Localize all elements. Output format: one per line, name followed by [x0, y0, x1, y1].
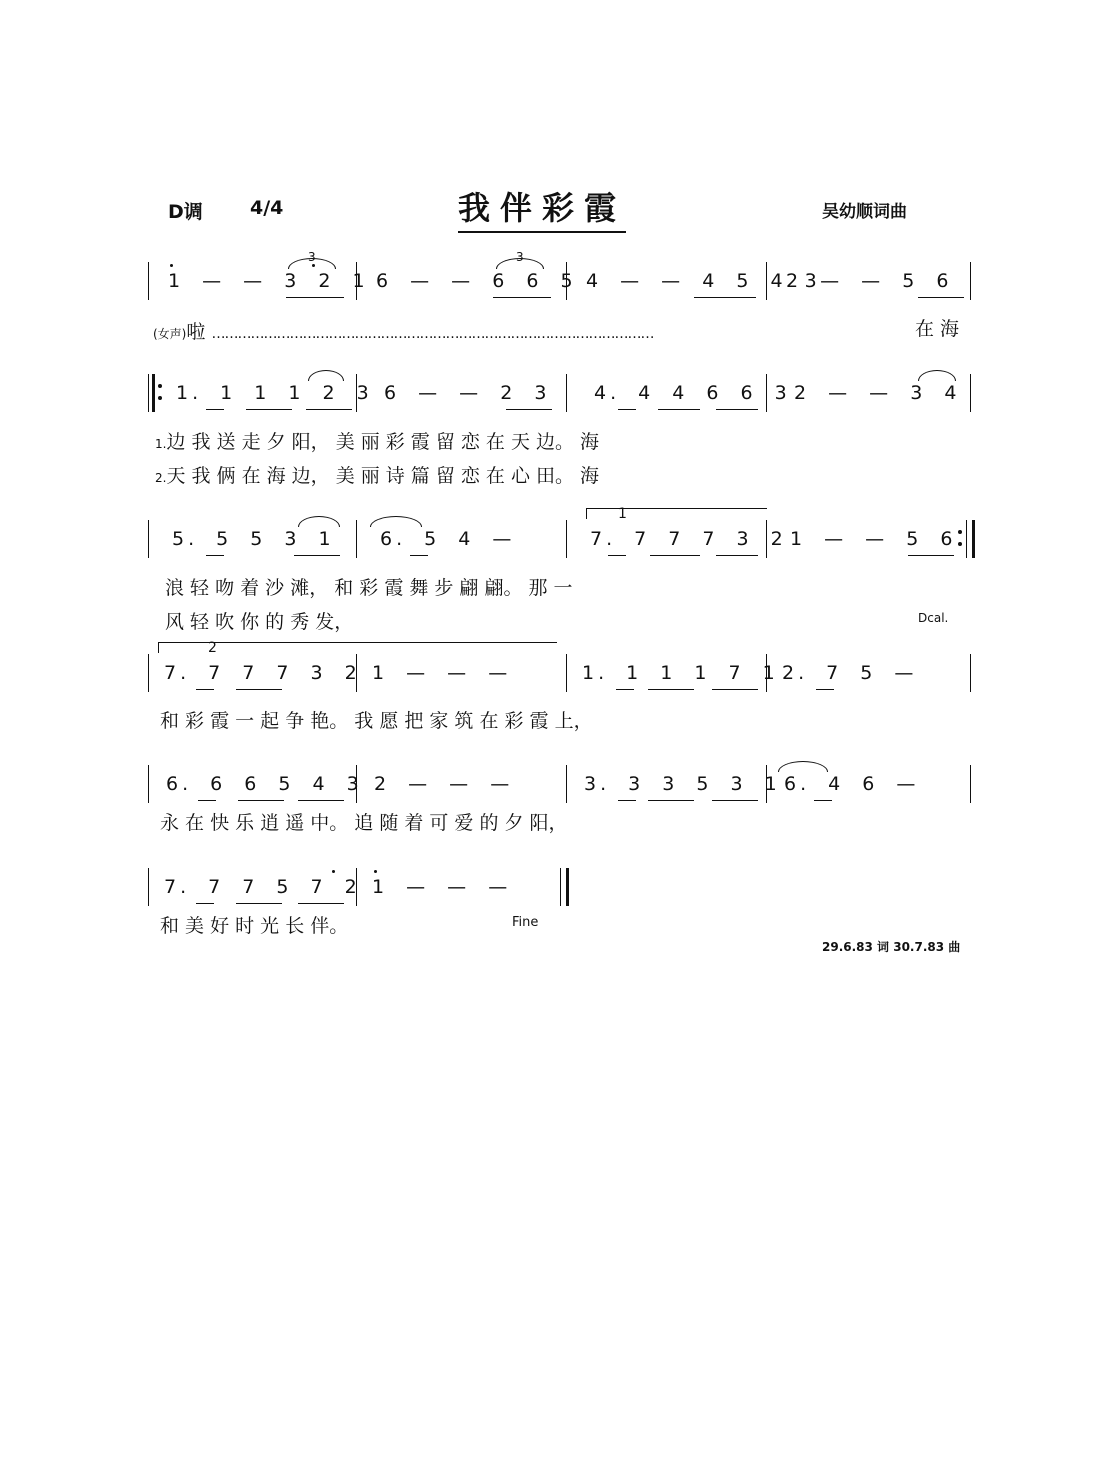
measure-notes: 7. 7 7 5 7 2	[164, 876, 361, 898]
verse-e-lyric-1: 和 美 好 时 光 长 伴。	[160, 915, 349, 937]
fine-marker: Fine	[512, 915, 539, 930]
verse-a-staff	[148, 374, 978, 414]
time-signature: 4/4	[250, 197, 284, 219]
measure-notes: 7. 7 7 7 3 2	[590, 528, 787, 550]
measure-notes: 4. 4 4 6 6 3	[594, 382, 791, 404]
verse-a-lyric-1: 1.边 我 送 走 夕 阳， 美 丽 彩 霞 留 恋 在 天 边。 海	[155, 431, 600, 453]
verse-b-staff	[148, 506, 978, 560]
verse-a-lyric-2: 2.天 我 俩 在 海 边， 美 丽 诗 篇 留 恋 在 心 田。 海	[155, 465, 600, 487]
intro-lyric	[153, 317, 653, 344]
key-signature: D调	[168, 201, 203, 223]
verse-d-lyric-1: 永 在 快 乐 逍 遥 中。 追 随 着 可 爱 的 夕 阳，	[160, 812, 568, 834]
verse-c-lyric-1: 和 彩 霞 一 起 争 艳。 我 愿 把 家 筑 在 彩 霞 上，	[160, 710, 593, 732]
dotted-leader: …………………………………………………………………………………………	[211, 326, 654, 342]
measure-notes: 6. 4 6 —	[784, 773, 920, 795]
voice-label: (女声)	[153, 327, 187, 341]
verse-e-staff	[148, 868, 578, 908]
song-title: 我伴彩霞	[458, 183, 626, 233]
verse-b-lyric-2: 风 轻 吹 你 的 秀 发，	[165, 611, 354, 633]
measure-notes: 2 — — 3 4	[794, 382, 961, 404]
intro-staff: 3 3 1 — — 3 2 1 6 — — 6 6 5 4 — — 4 5 4 3 2 — — 5 6	[148, 262, 978, 302]
measure-notes: 2 — — —	[374, 773, 514, 795]
measure-notes: 1. 1 1 1 2 3	[176, 382, 373, 404]
measure-notes: 6 — — 6 6 5	[376, 270, 577, 292]
verse-b-lyric-1: 浪 轻 吻 着 沙 滩， 和 彩 霞 舞 步 翩 翩。 那 一	[165, 577, 573, 599]
measure-notes: 5. 5 5 3 1	[172, 528, 335, 550]
measure-notes: 1. 1 1 1 7 1	[582, 662, 779, 684]
composition-date: 29.6.83 词 30.7.83 曲	[822, 940, 961, 954]
measure-notes: 2. 7 5 —	[782, 662, 918, 684]
intro-end-lyric: 在 海	[915, 318, 960, 340]
measure-notes: 7. 7 7 7 3 2	[164, 662, 361, 684]
dal-capo-marker: Dcal.	[918, 611, 949, 625]
measure-notes: 4 — — 4 5 4 3	[586, 270, 821, 292]
composer-credit: 吴幼顺词曲	[822, 202, 907, 222]
volta-2: 2	[208, 640, 217, 656]
measure-notes: 6 — — 2 3	[384, 382, 551, 404]
measure-notes: 2 — — 5 6	[786, 270, 953, 292]
volta-1: 1	[618, 506, 627, 522]
measure-notes: 1 — — —	[372, 662, 512, 684]
measure-notes: 6. 6 6 5 4 3	[166, 773, 363, 795]
measure-notes: 1 — — —	[372, 876, 512, 898]
measure-notes: 1 — — 3 2 1	[168, 270, 369, 292]
measure-notes: 3. 3 3 5 3 1	[584, 773, 781, 795]
verse-d-staff	[148, 765, 978, 805]
la-syllable: 啦	[186, 321, 206, 343]
measure-notes: 6. 5 4 —	[380, 528, 516, 550]
verse-c-staff	[148, 640, 978, 694]
measure-notes: 1 — — 5 6	[790, 528, 957, 550]
